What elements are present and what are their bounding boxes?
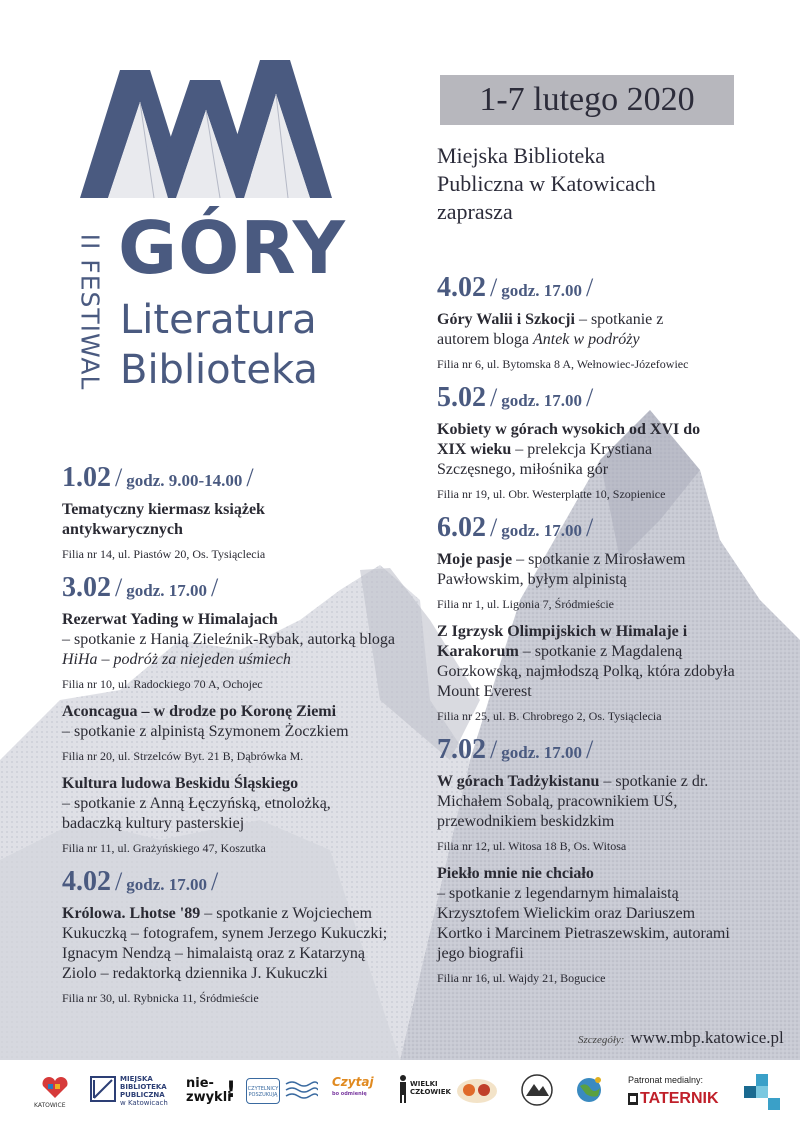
event-description: – spotkanie z Magdaleną Gorzkowską, najmłodszą Polką, która zdobyła Mount Everest [437,643,735,700]
event-item [437,622,787,724]
day-time: godz. 9.00-14.00 [126,471,243,490]
day-header: 7.02 / godz. 17.00 / [437,734,594,765]
day-group [62,462,427,562]
event-title: W górach Tadżykistanu [437,773,600,790]
taternik-mark-icon [628,1093,638,1105]
event-title: Rezerwat Yading w Himalajach [62,611,278,628]
events-right-column [437,272,787,996]
festival-label: II FESTIWAL [75,233,105,391]
date-range-box [440,75,734,125]
event-item [437,772,787,854]
details-link-row [578,1028,784,1048]
website-link[interactable]: www.mbp.katowice.pl [630,1028,784,1047]
event-description: – spotkanie z Hanią Zieleźnik-Rybak, autorką bloga [62,631,396,648]
day-header: 5.02 / godz. 17.00 / [437,382,594,413]
katowice-heart-icon [40,1076,70,1100]
library-logo-icon [90,1076,116,1102]
event-title: Kultura ludowa Beskidu Śląskiego [62,775,299,792]
day-header: 4.02 / godz. 17.00 / [437,272,594,303]
hiha-logo-icon [456,1078,498,1104]
katowice-logo-text: KATOWICE [34,1102,66,1109]
logo-subtitle-1: Literatura [120,297,317,343]
squares-logo-icon [744,1074,780,1110]
day-time: godz. 17.00 [126,581,207,600]
event-location: Filia nr 16, ul. Wajdy 21, Bogucice [437,971,606,985]
day-date: 6.02 [437,512,486,543]
event-description: – spotkanie z autorem bloga [437,311,664,348]
day-time: godz. 17.00 [126,875,207,894]
day-date: 4.02 [437,272,486,303]
day-header: 3.02 / godz. 17.00 / [62,572,219,603]
event-blog-name: Antek w podróży [532,331,640,348]
day-group [62,572,427,856]
day-time: godz. 17.00 [501,391,582,410]
event-location: Filia nr 12, ul. Witosa 18 B, Os. Witosa [437,839,627,853]
taternik-logo: TATERNIK [640,1090,719,1107]
event-location: Filia nr 20, ul. Strzelców Byt. 21 B, Dąbrówka M. [62,749,304,763]
czytaj-logo: Czytaj bo odmienię [332,1075,374,1097]
event-title: Piekło mnie nie chciało [437,865,594,882]
day-header: 4.02 / godz. 17.00 / [62,866,219,897]
invitation: Miejska Biblioteka Publiczna w Katowicach zaprasza [437,143,656,224]
event-description: – spotkanie z Wojciechem Kukuczką – fotografem, synem Jerzego Kukuczki; Ignacym Nendzą – himalaistą oraz z Katarzyną Ziolo – redaktorką dziennika J. Kukuczki [62,905,388,982]
day-date: 3.02 [62,572,111,603]
day-group [437,382,787,502]
library-logo-text: MIEJSKA BIBLIOTEKA PUBLICZNA w Katowicach [120,1075,168,1107]
event-item [62,904,427,1006]
media-patronage-label: Patronat medialny: [628,1075,704,1085]
day-group [437,734,787,986]
event-title: Góry Walii i Szkocji [437,311,575,328]
event-item [62,500,427,562]
event-description: – spotkanie z alpinistą Szymonem Żoczkiem [62,723,349,740]
event-location: Filia nr 11, ul. Grażyńskiego 47, Koszutka [62,841,266,855]
event-location: Filia nr 10, ul. Radockiego 70 A, Ochojec [62,677,263,691]
wielki-czlowiek-logo: WIELKI CZŁOWIEK [410,1080,451,1096]
event-location: Filia nr 19, ul. Obr. Westerplatte 10, Szopienice [437,487,666,501]
event-item [62,702,427,764]
event-title: Aconcagua – w drodze po Koronę Ziemi [62,703,337,720]
globe-icon [572,1074,606,1106]
day-header: 6.02 / godz. 17.00 / [437,512,594,543]
niezwykli-logo: nie- zwykli [186,1076,232,1105]
day-group [437,272,787,372]
event-title: Z Igrzysk Olimpijskich w Himalaje i Karakorum [437,623,688,660]
logo-mountains-icon [80,50,340,200]
event-location: Filia nr 14, ul. Piastów 20, Os. Tysiąclecia [62,547,266,561]
day-time: godz. 17.00 [501,281,582,300]
date-range: 1-7 lutego 2020 [479,81,695,118]
person-icon [396,1074,410,1104]
logo-subtitle-2: Biblioteka [120,347,318,393]
day-date: 5.02 [437,382,486,413]
event-location: Filia nr 25, ul. B. Chrobrego 2, Os. Tysiąclecia [437,709,662,723]
events-left-column [62,462,427,1016]
event-blog-name: HiHa – podróż za niejeden uśmiech [62,651,291,668]
day-group [437,512,787,724]
event-location: Filia nr 6, ul. Bytomska 8 A, Wełnowiec-Józefowiec [437,357,689,371]
event-title: Moje pasje [437,551,513,568]
day-group [62,866,427,1006]
event-item [437,550,787,612]
day-date: 4.02 [62,866,111,897]
stamp-icon [284,1080,318,1102]
event-description: – spotkanie z dr. Michałem Sobalą, pracownikiem UŚ, przewodnikiem beskidzkim [437,773,709,830]
event-item [62,774,427,856]
czytelnicy-logo: CZYTELNICY POSZUKUJĄ [246,1078,280,1104]
exclamation-icon: ! [226,1078,237,1103]
event-item [62,610,427,692]
event-item [437,864,787,986]
day-header: 1.02 / godz. 9.00-14.00 / [62,462,254,493]
event-description: – spotkanie z Mirosławem Pawłowskim, byłym alpinistą [437,551,686,588]
event-location: Filia nr 30, ul. Rybnicka 11, Śródmieście [62,991,259,1005]
event-description: – spotkanie z legendarnym himalaistą Krzysztofem Wielickim oraz Dariuszem Kortko i Marcinem Pietraszewskim, autorami jego biografii [437,885,730,962]
day-date: 1.02 [62,462,111,493]
event-title: Tematyczny kiermasz książek antykwarycznych [62,501,265,538]
event-item [437,310,787,372]
event-description: – prelekcja Krystiana Szczęsnego, miłośnika gór [437,441,653,478]
event-description: – spotkanie z Anną Łęczyńską, etnolożką, badaczką kultury pasterskiej [62,795,331,832]
day-time: godz. 17.00 [501,743,582,762]
event-item [437,420,787,502]
footer-logos [0,1060,800,1128]
day-time: godz. 17.00 [501,521,582,540]
details-label: Szczegóły: [578,1034,625,1046]
event-location: Filia nr 1, ul. Ligonia 7, Śródmieście [437,597,614,611]
day-date: 7.02 [437,734,486,765]
logo-title: GÓRY [118,206,346,290]
event-title: Kobiety w górach wysokich od XVI do XIX wieku [437,421,701,458]
event-title: Królowa. Lhotse '89 [62,905,201,922]
mountain-badge-icon [520,1074,554,1106]
